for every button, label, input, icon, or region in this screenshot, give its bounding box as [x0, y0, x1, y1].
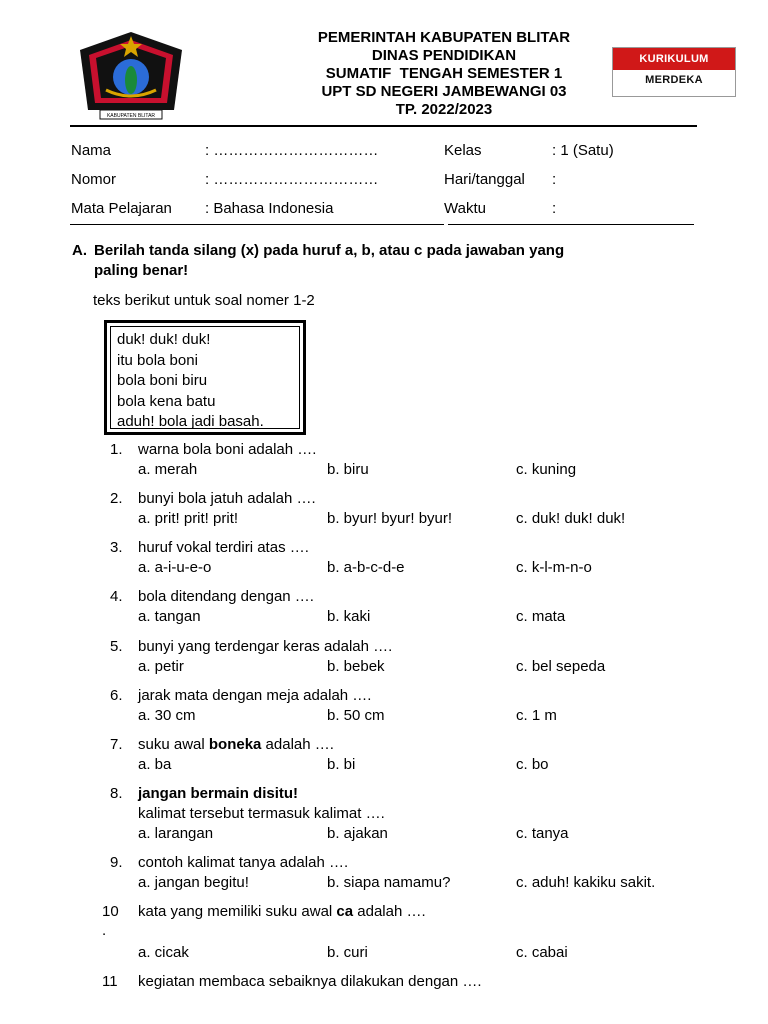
instruction-line-1: Berilah tanda silang (x) pada huruf a, b, atau c pada jawaban yang	[94, 242, 565, 259]
section-letter: A.	[72, 242, 87, 259]
question-number: 1.	[110, 441, 123, 458]
option-b[interactable]: b. curi	[327, 944, 368, 961]
option-a[interactable]: a. 30 cm	[138, 707, 196, 724]
header-line-3: SUMATIF TENGAH SEMESTER 1	[325, 65, 563, 82]
identity-underline-left	[70, 224, 444, 225]
question-number: 4.	[110, 588, 123, 605]
question-text: jarak mata dengan meja adalah ….	[138, 687, 372, 704]
nama-field[interactable]: : ……………………………	[205, 142, 379, 159]
logo-caption: KABUPATEN BLITAR	[106, 113, 156, 119]
option-a[interactable]: a. a-i-u-e-o	[138, 559, 212, 576]
poem-line: bola kena batu	[117, 392, 216, 410]
question-text: bunyi bola jatuh adalah ….	[138, 490, 316, 507]
instruction-line-2: paling benar!	[94, 262, 189, 279]
header-line-1: PEMERINTAH KABUPATEN BLITAR	[317, 29, 571, 46]
nomor-label: Nomor	[71, 171, 117, 188]
option-c[interactable]: c. 1 m	[516, 707, 557, 724]
question-number: 8.	[110, 785, 123, 802]
option-a[interactable]: a. larangan	[138, 825, 214, 842]
question-text: contoh kalimat tanya adalah ….	[138, 854, 349, 871]
question-bold-word: boneka	[208, 736, 262, 753]
option-a[interactable]: a. merah	[138, 461, 198, 478]
question-text: bola ditendang dengan ….	[138, 588, 314, 605]
option-b[interactable]: b. byur! byur! byur!	[327, 510, 453, 527]
header-line-4: UPT SD NEGERI JAMBEWANGI 03	[321, 83, 567, 100]
option-b[interactable]: b. ajakan	[327, 825, 388, 842]
question-bold-word: ca	[336, 903, 354, 920]
mapel-label: Mata Pelajaran	[71, 200, 172, 217]
question-number: 2.	[110, 490, 123, 507]
nomor-field[interactable]: : ……………………………	[205, 171, 379, 188]
question-text: suku awal boneka adalah ….	[138, 736, 334, 753]
question-number: 3.	[110, 539, 123, 556]
hari-label: Hari/tanggal	[444, 171, 525, 188]
hari-field[interactable]: :	[552, 171, 557, 188]
question-text: kalimat tersebut termasuk kalimat ….	[138, 805, 385, 822]
option-b[interactable]: b. 50 cm	[327, 707, 385, 724]
option-a[interactable]: a. cicak	[138, 944, 189, 961]
option-b[interactable]: b. a-b-c-d-e	[327, 559, 405, 576]
poem-line: itu bola boni	[117, 351, 198, 369]
waktu-label: Waktu	[444, 200, 486, 217]
option-c[interactable]: c. cabai	[516, 944, 568, 961]
option-a[interactable]: a. prit! prit! prit!	[138, 510, 239, 527]
mapel-value: : Bahasa Indonesia	[205, 200, 334, 217]
text-intro: teks berikut untuk soal nomer 1-2	[93, 292, 315, 309]
option-a[interactable]: a. jangan begitu!	[138, 874, 249, 891]
question-text: warna bola boni adalah ….	[138, 441, 317, 458]
option-a[interactable]: a. ba	[138, 756, 172, 773]
question-number: 7.	[110, 736, 123, 753]
header-line-2: DINAS PENDIDIKAN	[371, 47, 517, 64]
option-c[interactable]: c. kuning	[516, 461, 577, 478]
option-a[interactable]: a. tangan	[138, 608, 201, 625]
option-b[interactable]: b. bebek	[327, 658, 385, 675]
waktu-field[interactable]: :	[552, 200, 557, 217]
option-c[interactable]: c. duk! duk! duk!	[516, 510, 626, 527]
option-b[interactable]: b. kaki	[327, 608, 371, 625]
identity-underline-right	[448, 224, 694, 225]
option-c[interactable]: c. bo	[516, 756, 549, 773]
question-text: kegiatan membaca sebaiknya dilakukan dengan ….	[138, 973, 482, 990]
nama-label: Nama	[71, 142, 112, 159]
poem-box	[104, 320, 306, 435]
question-text: bunyi yang terdengar keras adalah ….	[138, 638, 393, 655]
kelas-value: : 1 (Satu)	[552, 142, 614, 159]
kurikulum-merdeka-badge	[612, 47, 736, 97]
option-b[interactable]: b. biru	[327, 461, 369, 478]
kabupaten-blitar-logo	[76, 30, 186, 122]
option-b[interactable]: b. siapa namamu?	[327, 874, 451, 891]
question-number: 11	[102, 973, 118, 990]
question-number: 9.	[110, 854, 123, 871]
kelas-label: Kelas	[444, 142, 482, 159]
poem-line: duk! duk! duk!	[117, 331, 211, 348]
question-number-dot: .	[102, 922, 107, 939]
question-text: kata yang memiliki suku awal ca adalah ….	[138, 903, 426, 920]
question-number: 6.	[110, 687, 123, 704]
question-number: 5.	[110, 638, 123, 655]
option-b[interactable]: b. bi	[327, 756, 356, 773]
poem-line: bola boni biru	[117, 372, 208, 389]
question-quote: jangan bermain disitu!	[138, 785, 299, 802]
badge-bottom-text: MERDEKA	[645, 74, 703, 86]
section-a-instruction	[72, 241, 712, 281]
option-c[interactable]: c. k-l-m-n-o	[516, 559, 592, 576]
badge-top-text: KURIKULUM	[639, 53, 709, 65]
option-c[interactable]: c. mata	[516, 608, 566, 625]
option-c[interactable]: c. aduh! kakiku sakit.	[516, 874, 656, 891]
option-c[interactable]: c. bel sepeda	[516, 658, 606, 675]
option-a[interactable]: a. petir	[138, 658, 184, 675]
question-text: huruf vokal terdiri atas ….	[138, 539, 309, 556]
option-c[interactable]: c. tanya	[516, 825, 569, 842]
poem-line: aduh! bola jadi basah.	[117, 413, 264, 430]
header-line-5: TP. 2022/2023	[395, 101, 493, 118]
question-number: 10	[102, 903, 119, 920]
header-divider	[70, 125, 697, 127]
